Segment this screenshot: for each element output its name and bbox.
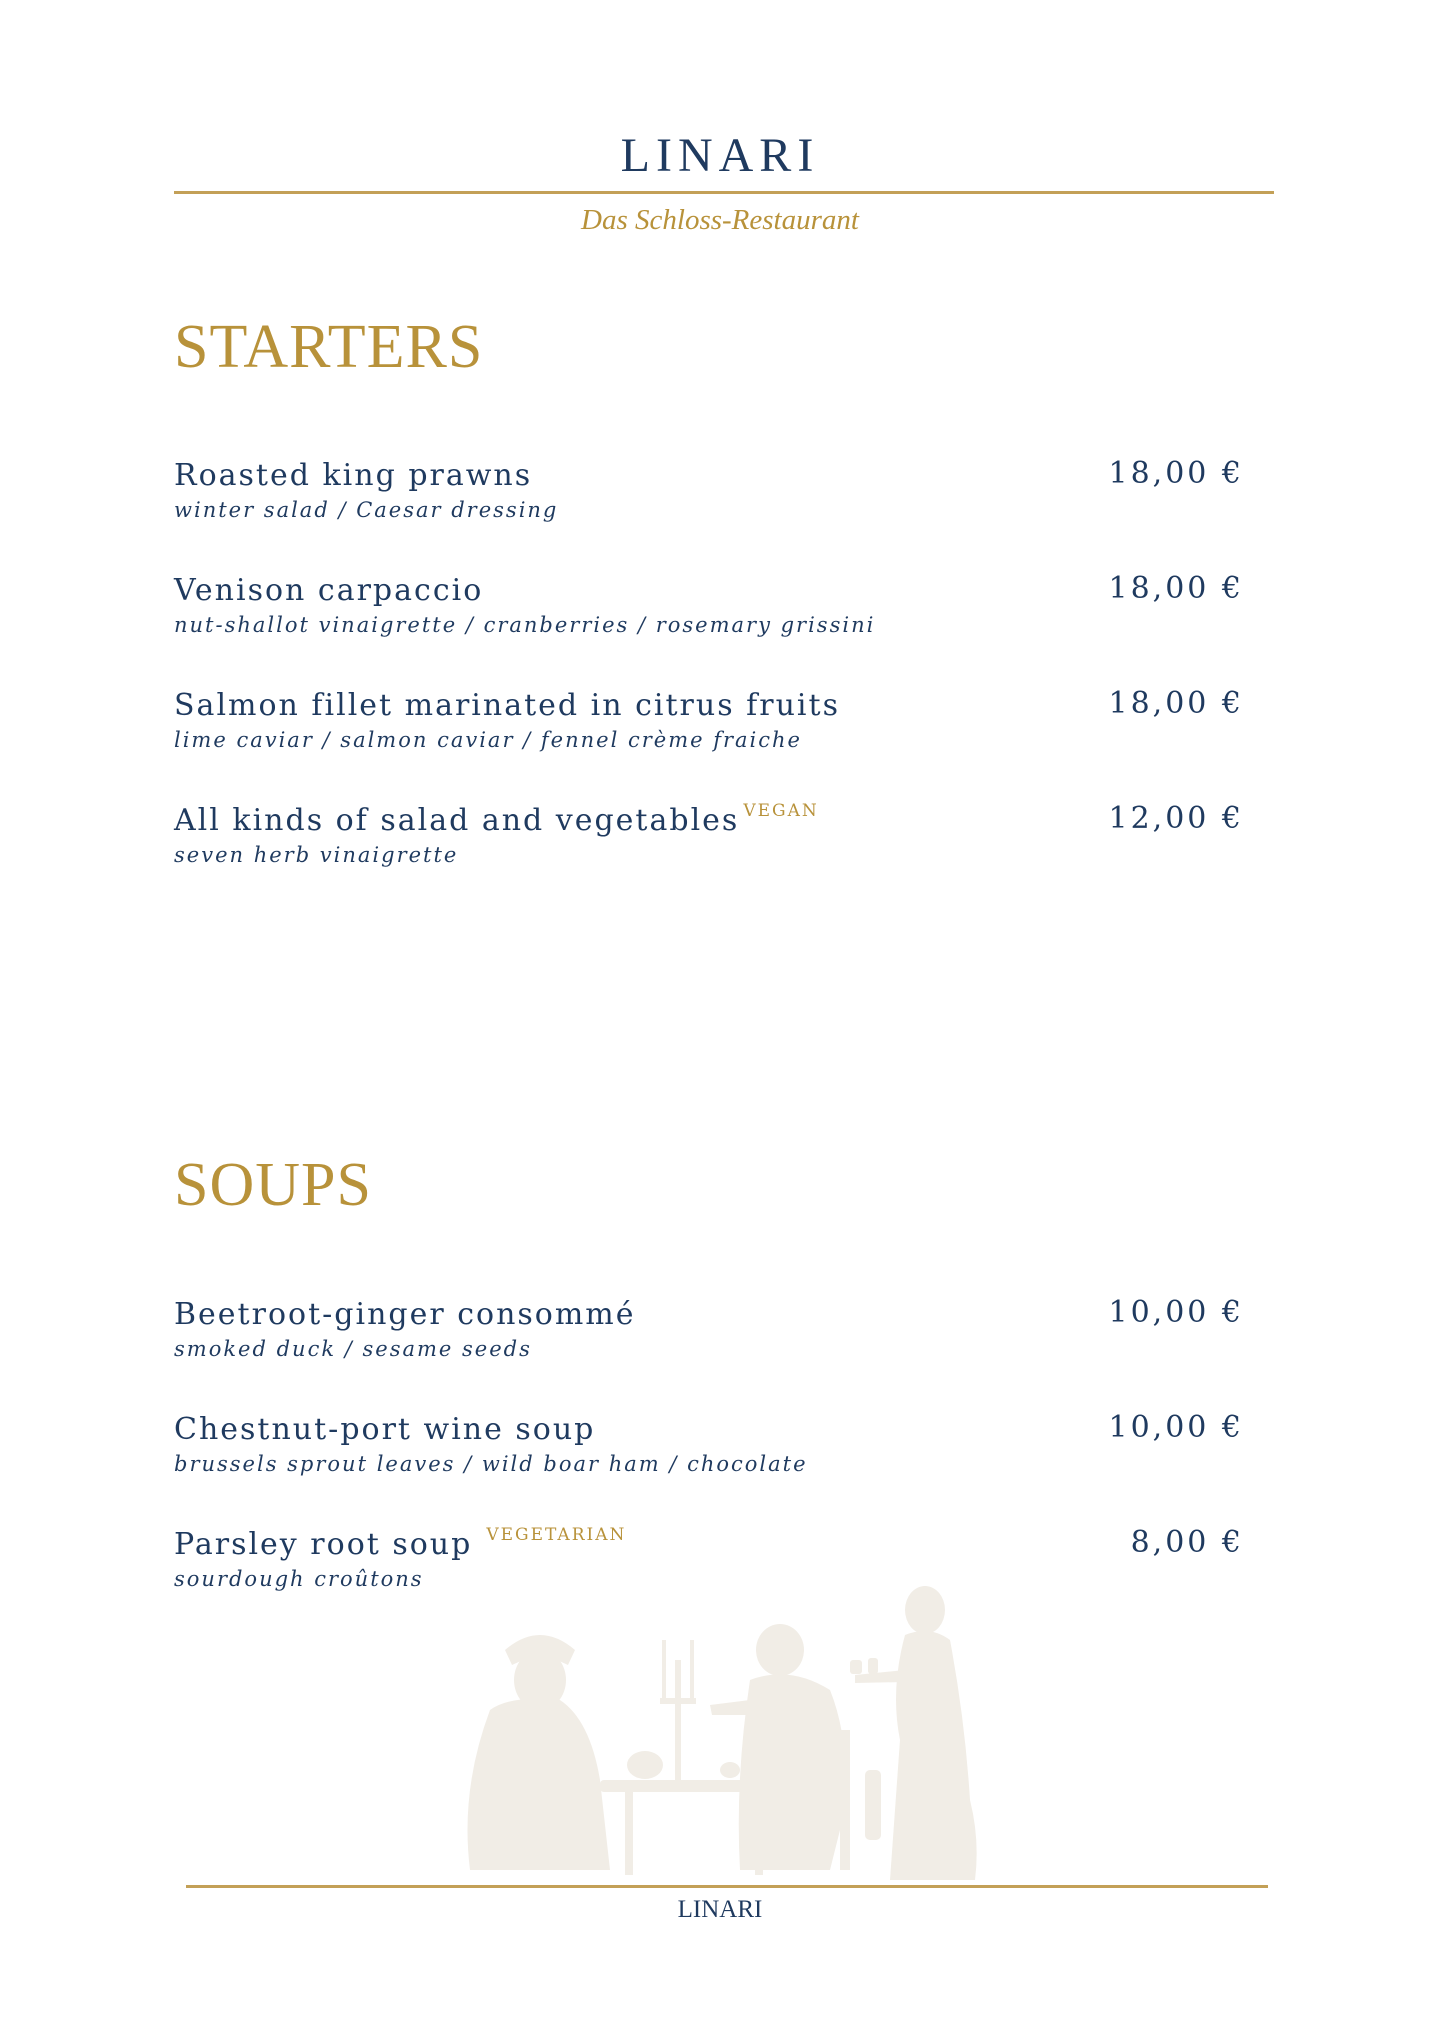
- item-name: All kinds of salad and vegetables $^{VEGAN}$: [174, 801, 819, 838]
- item-name: Chestnut-port wine soup: [174, 1412, 596, 1447]
- menu-item: [174, 1295, 1244, 1375]
- item-description: seven herb vinaigrette: [174, 843, 459, 867]
- item-name: Parsley root soup $^{VEGETARIAN}$: [174, 1525, 627, 1562]
- item-price: 10,00 €: [1108, 1410, 1244, 1445]
- item-price: 8,00 €: [1130, 1525, 1244, 1560]
- menu-item: [174, 456, 1244, 536]
- vegan-tag: VEGAN: [743, 801, 819, 821]
- item-description: winter salad / Caesar dressing: [174, 498, 559, 522]
- menu-item: [174, 571, 1244, 651]
- item-price: 18,00 €: [1108, 686, 1244, 721]
- item-description: nut-shallot vinaigrette / cranberries / rosemary grissini: [174, 613, 876, 637]
- item-name: Roasted king prawns: [174, 458, 533, 493]
- item-description: sourdough croûtons: [174, 1567, 424, 1591]
- section-title-soups: SOUPS: [174, 1151, 372, 1219]
- item-price: 12,00 €: [1108, 801, 1244, 836]
- item-description: smoked duck / sesame seeds: [174, 1337, 532, 1361]
- restaurant-subtitle: Das Schloss-Restaurant: [581, 204, 859, 236]
- header-divider: [174, 191, 1274, 194]
- item-name: Beetroot-ginger consommé: [174, 1297, 636, 1332]
- menu-item: [174, 686, 1244, 766]
- item-name: Salmon fillet marinated in citrus fruits: [174, 688, 840, 723]
- vegetarian-tag: VEGETARIAN: [486, 1525, 627, 1545]
- item-description: lime caviar / salmon caviar / fennel crème fraiche: [174, 728, 802, 752]
- item-description: brussels sprout leaves / wild boar ham / chocolate: [174, 1452, 808, 1476]
- menu-item: [174, 1410, 1244, 1490]
- restaurant-title: LINARI: [620, 129, 820, 182]
- item-price: 18,00 €: [1108, 456, 1244, 491]
- footer-brand: LINARI: [677, 1896, 763, 1923]
- item-price: 18,00 €: [1108, 571, 1244, 606]
- dining-scene-silhouette-icon: [450, 1580, 990, 1890]
- section-title-starters: STARTERS: [174, 313, 484, 381]
- footer-divider: [186, 1885, 1268, 1888]
- menu-item: [174, 801, 1244, 881]
- item-price: 10,00 €: [1108, 1295, 1244, 1330]
- item-name: Venison carpaccio: [174, 573, 484, 608]
